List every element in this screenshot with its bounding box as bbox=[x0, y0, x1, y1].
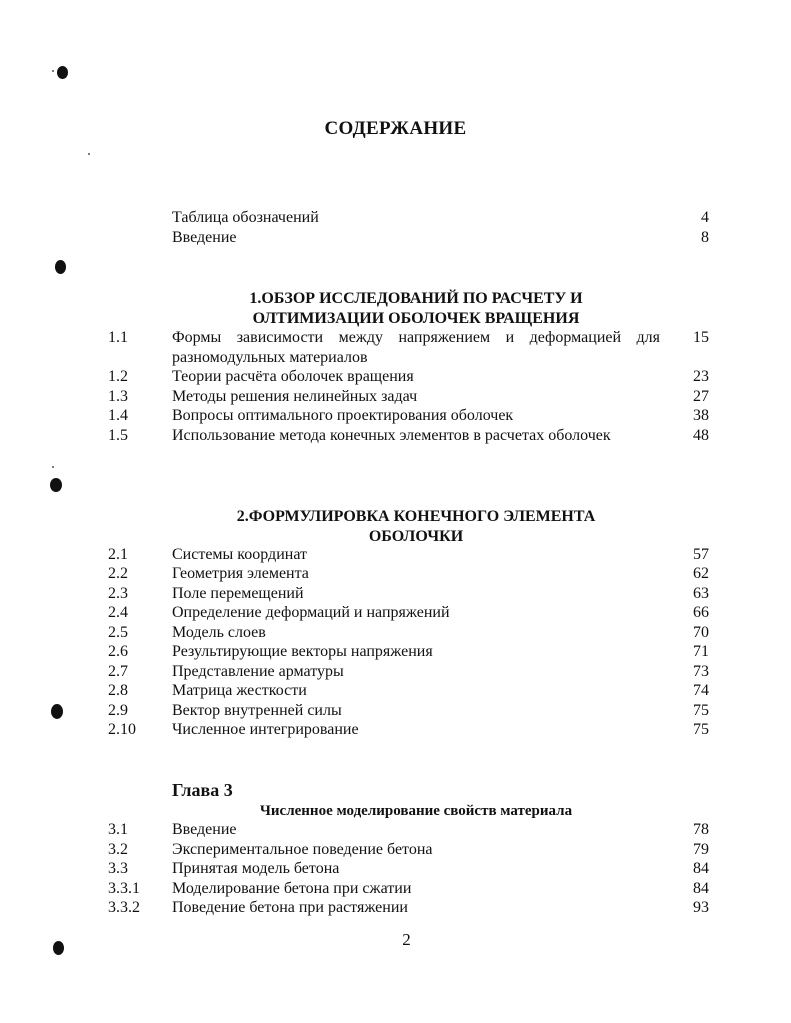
toc-entry-number: 2.4 bbox=[108, 604, 128, 621]
toc-entry-text: Введение bbox=[172, 229, 237, 246]
toc-row bbox=[0, 603, 791, 623]
toc-entry-page: 38 bbox=[693, 407, 709, 424]
toc-entry-text: Поле перемещений bbox=[172, 585, 304, 602]
toc-entry-page: 63 bbox=[693, 585, 709, 602]
toc-row bbox=[0, 642, 791, 662]
toc-entry-number: 3.3.1 bbox=[108, 880, 140, 897]
toc-entry-page: 74 bbox=[693, 682, 709, 699]
toc-entry-text: Формы зависимости между напряжением и деформацией для разномодульных материалов bbox=[172, 329, 660, 366]
toc-entry-page: 78 bbox=[693, 821, 709, 838]
toc-entry-page: 48 bbox=[693, 427, 709, 444]
toc-entry-number: 2.8 bbox=[108, 682, 128, 699]
toc-entry-number: 2.6 bbox=[108, 643, 128, 660]
toc-entry-text: Модель слоев bbox=[172, 624, 266, 641]
toc-entry-page: 23 bbox=[693, 368, 709, 385]
toc-entry-number: 3.2 bbox=[108, 841, 128, 858]
toc-entry-text: Теории расчёта оболочек вращения bbox=[172, 368, 414, 385]
toc-row bbox=[0, 681, 791, 701]
toc-row bbox=[0, 367, 791, 387]
toc-entry-number: 2.3 bbox=[108, 585, 128, 602]
toc-entry-page: 75 bbox=[693, 702, 709, 719]
toc-entry-page: 8 bbox=[701, 229, 709, 246]
toc-entry-page: 15 bbox=[693, 329, 709, 346]
toc-entry-text: Поведение бетона при растяжении bbox=[172, 899, 408, 916]
toc-row bbox=[0, 426, 791, 446]
toc-entry-text: Таблица обозначений bbox=[172, 209, 319, 226]
section-2-heading-line-2: ОБОЛОЧКИ bbox=[368, 528, 464, 545]
toc-entry-page: 73 bbox=[693, 663, 709, 680]
toc-entry-page: 66 bbox=[693, 604, 709, 621]
toc-row bbox=[0, 820, 791, 840]
toc-row bbox=[0, 840, 791, 860]
chapter-3-label: Глава 3 bbox=[172, 780, 233, 800]
toc-row bbox=[0, 564, 791, 584]
scan-speck bbox=[52, 466, 54, 468]
toc-entry-number: 1.4 bbox=[108, 407, 128, 424]
toc-row bbox=[0, 879, 791, 899]
scan-speck bbox=[88, 153, 90, 155]
toc-entry-text: Моделирование бетона при сжатии bbox=[172, 880, 412, 897]
toc-entry-page: 75 bbox=[693, 721, 709, 738]
toc-entry-text: Использование метода конечных элементов в расчетах оболочек bbox=[172, 427, 611, 444]
page-title: СОДЕРЖАНИЕ bbox=[324, 118, 467, 139]
toc-entry-text: Методы решения нелинейных задач bbox=[172, 388, 418, 405]
toc-entry-page: 79 bbox=[693, 841, 709, 858]
toc-entry-page: 71 bbox=[693, 643, 709, 660]
toc-row bbox=[0, 387, 791, 407]
chapter-3-subtitle: Численное моделирование свойств материала bbox=[259, 803, 573, 819]
toc-row bbox=[0, 701, 791, 721]
toc-entry-number: 2.2 bbox=[108, 565, 128, 582]
toc-entry-number: 2.9 bbox=[108, 702, 128, 719]
toc-row bbox=[0, 662, 791, 682]
scan-speck bbox=[52, 70, 54, 72]
toc-entry-number: 2.1 bbox=[108, 546, 128, 563]
toc-entry-text: Представление арматуры bbox=[172, 663, 344, 680]
toc-entry-text: Численное интегрирование bbox=[172, 721, 359, 738]
scan-mark-3 bbox=[50, 478, 62, 492]
toc-row bbox=[0, 228, 791, 248]
toc-row bbox=[0, 584, 791, 604]
toc-entry-text: Системы координат bbox=[172, 546, 307, 563]
toc-entry-number: 1.1 bbox=[108, 329, 128, 346]
toc-row bbox=[0, 859, 791, 879]
toc-entry-text: Геометрия элемента bbox=[172, 565, 309, 582]
scan-mark-2 bbox=[55, 260, 66, 274]
toc-entry-page: 84 bbox=[693, 880, 709, 897]
toc-row bbox=[0, 545, 791, 565]
toc-row bbox=[0, 898, 791, 918]
section-1-heading-line-2: ОЛТИМИЗАЦИИ ОБОЛОЧЕК ВРАЩЕНИЯ bbox=[252, 310, 580, 327]
toc-entry-number: 2.10 bbox=[108, 721, 136, 738]
toc-row bbox=[0, 720, 791, 740]
toc-entry-page: 93 bbox=[693, 899, 709, 916]
toc-entry-text: Вектор внутренней силы bbox=[172, 702, 342, 719]
toc-entry-number: 3.3.2 bbox=[108, 899, 140, 916]
toc-entry-text: Определение деформаций и напряжений bbox=[172, 604, 450, 621]
scan-mark-1 bbox=[57, 66, 68, 79]
toc-entry-number: 3.3 bbox=[108, 860, 128, 877]
toc-row bbox=[0, 208, 791, 228]
section-1-heading-line-1: 1.ОБЗОР ИССЛЕДОВАНИЙ ПО РАСЧЕТУ И bbox=[249, 290, 583, 307]
toc-entry-number: 2.7 bbox=[108, 663, 128, 680]
toc-entry-text: Матрица жесткости bbox=[172, 682, 307, 699]
toc-entry-text: Экспериментальное поведение бетона bbox=[172, 841, 433, 858]
toc-entry-number: 3.1 bbox=[108, 821, 128, 838]
toc-row bbox=[0, 406, 791, 426]
toc-entry-number: 1.3 bbox=[108, 388, 128, 405]
toc-entry-page: 70 bbox=[693, 624, 709, 641]
toc-entry-page: 27 bbox=[693, 388, 709, 405]
toc-entry-text: Результирующие векторы напряжения bbox=[172, 643, 433, 660]
toc-entry-page: 57 bbox=[693, 546, 709, 563]
toc-entry-number: 1.2 bbox=[108, 368, 128, 385]
toc-entry-number: 2.5 bbox=[108, 624, 128, 641]
toc-entry-page: 62 bbox=[693, 565, 709, 582]
toc-entry-page: 4 bbox=[701, 209, 709, 226]
toc-entry-text: Введение bbox=[172, 821, 237, 838]
section-2-heading-line-1: 2.ФОРМУЛИРОВКА КОНЕЧНОГО ЭЛЕМЕНТА bbox=[236, 508, 596, 525]
toc-entry-text: Принятая модель бетона bbox=[172, 860, 340, 877]
toc-entry-page: 84 bbox=[693, 860, 709, 877]
page-number: 2 bbox=[402, 930, 411, 949]
toc-entry-text: Вопросы оптимального проектирования оболочек bbox=[172, 407, 514, 424]
toc-row bbox=[0, 623, 791, 643]
toc-entry-number: 1.5 bbox=[108, 427, 128, 444]
